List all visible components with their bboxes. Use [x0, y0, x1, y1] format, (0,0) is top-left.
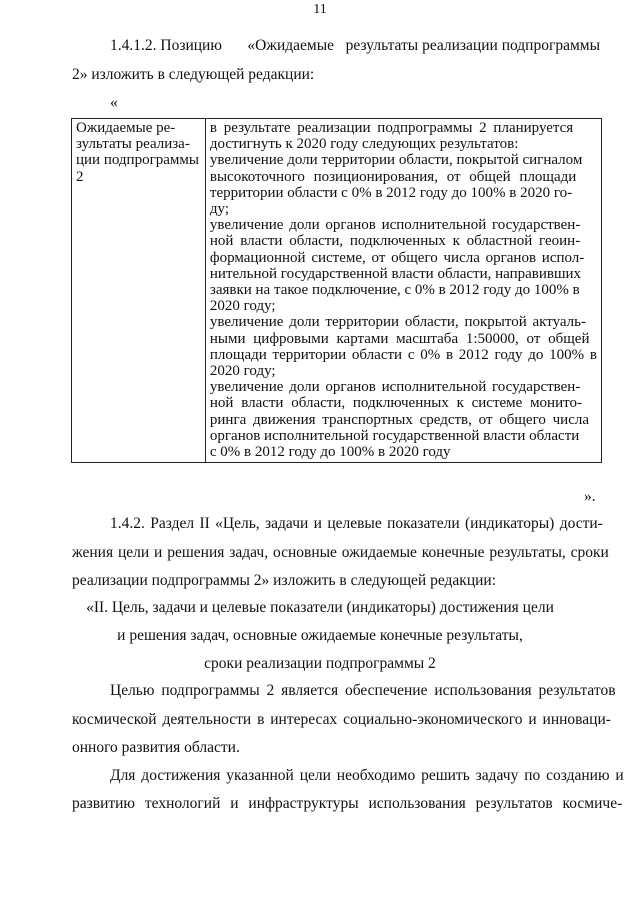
result-line: увеличение доли территории области, покрытой сигналом	[209, 152, 583, 169]
table-cell-label	[72, 119, 206, 463]
result-line: территории области с 0% в 2012 году до 100% в 2020 го-	[209, 184, 573, 201]
task-paragraph-line: развитию технологий и инфраструктуры использования результатов космиче-	[72, 795, 623, 812]
result-line: площади территории области с 0% в 2012 году до 100% в	[209, 346, 597, 363]
label-line: Ожидаемые ре-	[76, 120, 176, 136]
results-table	[71, 118, 602, 463]
task-paragraph-line: Для достижения указанной цели необходимо решить задачу по созданию и	[110, 767, 624, 784]
result-line: 2020 году;	[209, 363, 276, 380]
para-1-4-1-2-quote: «Ожидаемые результаты реализации подпрограммы	[247, 37, 600, 54]
goal-paragraph-line: онного развития области.	[72, 739, 240, 756]
result-line: высокоточного позиционирования, от общей площади	[209, 168, 577, 185]
section-heading-line: и решения задач, основные ожидаемые конечные результаты,	[117, 627, 523, 644]
result-line: ду;	[209, 201, 229, 218]
result-line: органов исполнительной государственной власти области	[209, 427, 580, 444]
result-line: формационной системе, от общего числа органов испол-	[209, 249, 585, 266]
result-line: увеличение доли территории области, покрытой актуаль-	[209, 314, 587, 331]
table-cell-results	[205, 119, 601, 463]
result-line: увеличение доли органов исполнительной государствен-	[209, 217, 581, 234]
para-1-4-2-line: жения цели и решения задач, основные ожидаемые конечные результаты, сроки	[72, 544, 609, 561]
para-1-4-1-2-label: 1.4.1.2. Позицию	[110, 37, 222, 54]
page-number: 11	[313, 2, 327, 17]
result-line: 2020 году;	[209, 298, 276, 315]
para-1-4-1-2-line1	[110, 37, 600, 55]
result-line: нительной государственной власти области, направивших	[209, 265, 582, 282]
result-line: с 0% в 2012 году до 100% в 2020 году	[209, 444, 451, 461]
section-heading-line: «II. Цель, задачи и целевые показатели (индикаторы) достижения цели	[86, 599, 554, 616]
label-line: 2	[76, 168, 84, 185]
para-1-4-2-line: 1.4.2. Раздел II «Цель, задачи и целевые показатели (индикаторы) дости-	[110, 515, 603, 532]
result-line: ной власти области, подключенных к системе монито-	[209, 395, 582, 412]
label-line: ции подпрограммы	[76, 152, 199, 169]
table-row	[72, 119, 602, 463]
result-line: достигнуть к 2020 году следующих результатов:	[209, 136, 519, 153]
result-line: ными цифровыми картами масштаба 1:50000, от общей	[209, 330, 590, 347]
result-line: ной власти области, подключенных к областной геоин-	[209, 233, 581, 250]
para-1-4-2-line: реализации подпрограммы 2» изложить в следующей редакции:	[72, 572, 497, 589]
section-heading-line: сроки реализации подпрограммы 2	[204, 655, 436, 672]
quote-close: ».	[584, 488, 596, 505]
para-1-4-1-2-line2: 2» изложить в следующей редакции:	[72, 66, 315, 83]
label-line: зультаты реализа-	[76, 136, 190, 153]
goal-paragraph-line: Целью подпрограммы 2 является обеспечение использования результатов	[110, 682, 616, 699]
result-line: в результате реализации подпрограммы 2 планируется	[209, 120, 574, 136]
result-line: заявки на такое подключение, с 0% в 2012 году до 100% в	[209, 282, 580, 299]
result-line: ринга движения транспортных средств, от общего числа	[209, 411, 589, 428]
quote-open: «	[110, 94, 118, 111]
goal-paragraph-line: космической деятельности в интересах социально-экономического и инноваци-	[72, 711, 611, 728]
result-line: увеличение доли органов исполнительной государствен-	[209, 379, 581, 396]
